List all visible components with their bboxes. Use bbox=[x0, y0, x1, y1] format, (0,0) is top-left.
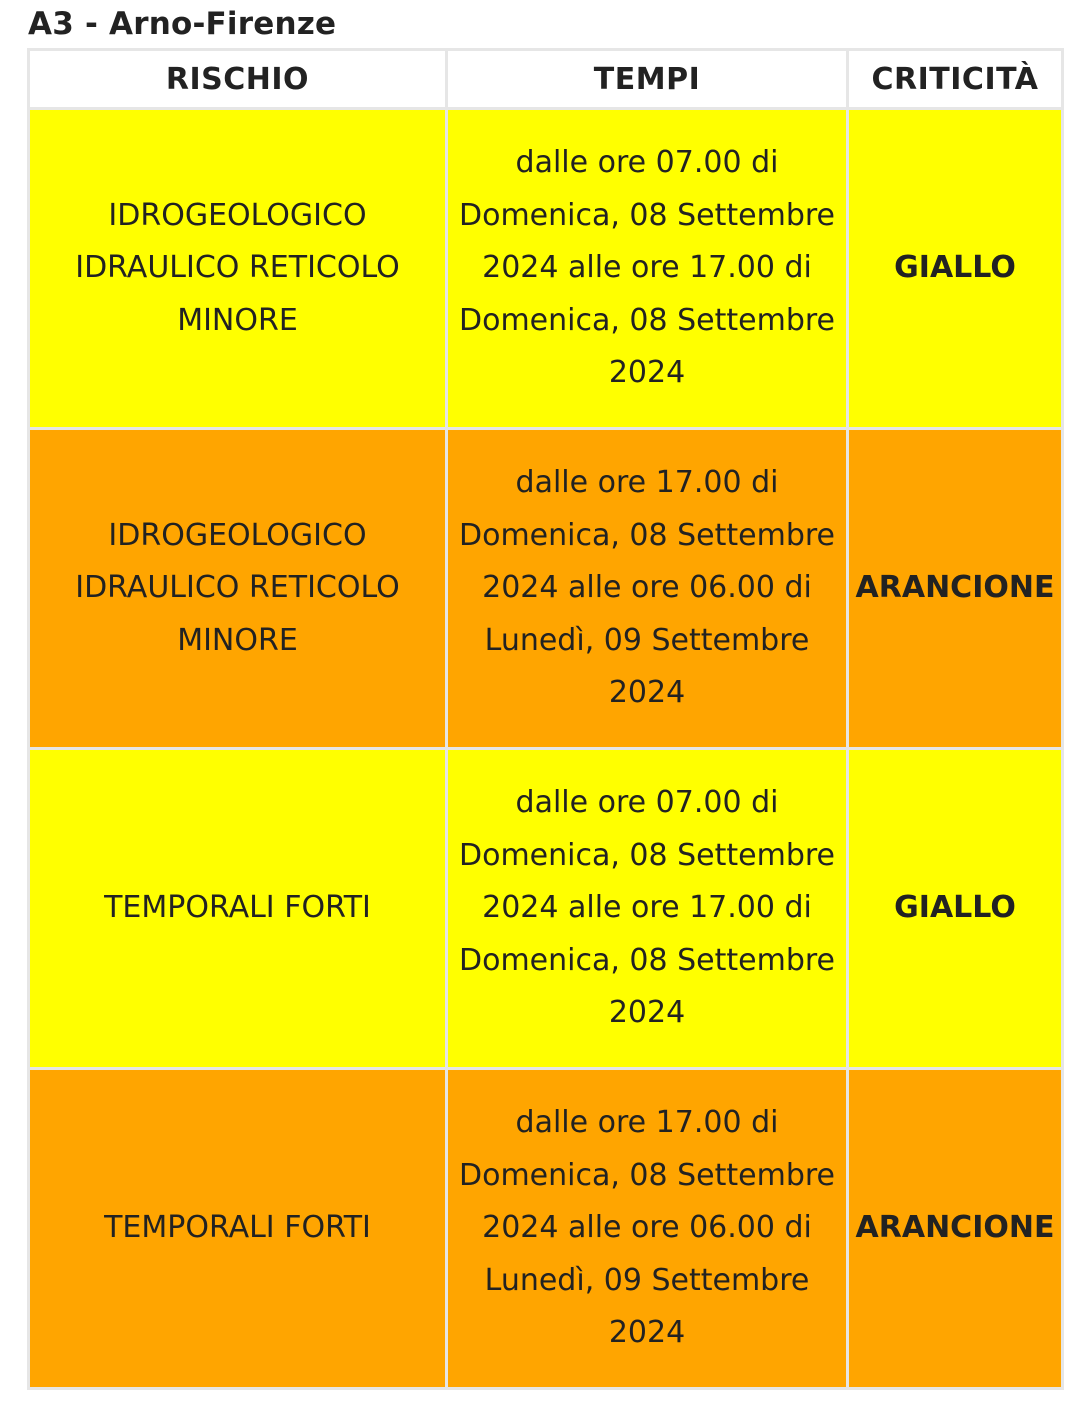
time-cell: dalle ore 17.00 di Domenica, 08 Settembre 2024 alle ore 06.00 di Lunedì, 09 Settembre 2024 bbox=[447, 429, 848, 749]
table-row bbox=[29, 429, 1063, 749]
level-cell: GIALLO bbox=[848, 749, 1063, 1069]
alert-table bbox=[27, 48, 1064, 1390]
header-row bbox=[29, 50, 1063, 109]
table-row bbox=[29, 1069, 1063, 1389]
level-cell: GIALLO bbox=[848, 109, 1063, 429]
risk-cell: TEMPORALI FORTI bbox=[29, 749, 447, 1069]
table-row bbox=[29, 109, 1063, 429]
time-cell: dalle ore 07.00 di Domenica, 08 Settembre 2024 alle ore 17.00 di Domenica, 08 Settembre 2024 bbox=[447, 749, 848, 1069]
table-row bbox=[29, 749, 1063, 1069]
header-risk: RISCHIO bbox=[29, 50, 447, 109]
time-cell: dalle ore 17.00 di Domenica, 08 Settembre 2024 alle ore 06.00 di Lunedì, 09 Settembre 2024 bbox=[447, 1069, 848, 1389]
risk-cell: TEMPORALI FORTI bbox=[29, 1069, 447, 1389]
header-time: TEMPI bbox=[447, 50, 848, 109]
risk-cell: IDROGEOLOGICO IDRAULICO RETICOLO MINORE bbox=[29, 429, 447, 749]
level-cell: ARANCIONE bbox=[848, 1069, 1063, 1389]
header-level: CRITICITÀ bbox=[848, 50, 1063, 109]
time-cell: dalle ore 07.00 di Domenica, 08 Settembre 2024 alle ore 17.00 di Domenica, 08 Settembre 2024 bbox=[447, 109, 848, 429]
risk-cell: IDROGEOLOGICO IDRAULICO RETICOLO MINORE bbox=[29, 109, 447, 429]
zone-title: A3 - Arno-Firenze bbox=[28, 6, 337, 42]
level-cell: ARANCIONE bbox=[848, 429, 1063, 749]
